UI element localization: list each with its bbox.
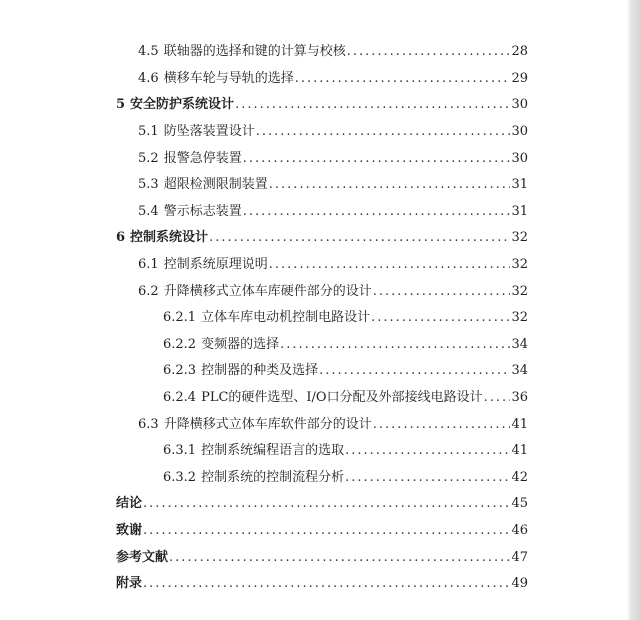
toc-entry-title: 结论 [116,496,143,511]
toc-entry-page: 34 [511,363,528,378]
toc-entry-page: 46 [511,523,528,538]
toc-entry-page: 34 [511,337,528,352]
toc-entry-appendix[interactable] [116,575,528,593]
toc-entry-page: 32 [511,257,528,272]
toc-entry-title: 立体车库电动机控制电路设计 [201,310,371,325]
toc-entry-title: 变频器的选择 [201,337,280,352]
toc-entry-6-3[interactable] [138,416,528,434]
toc-dot-leader [373,416,511,434]
toc-dot-leader [143,522,510,540]
toc-dot-leader [345,469,510,487]
toc-entry-6-1[interactable] [138,256,528,274]
toc-entry-number: 5.2 [138,151,159,166]
toc-entry-page: 47 [511,550,528,565]
toc-dot-leader [256,123,511,141]
toc-entry-6-2-2[interactable] [163,336,528,354]
toc-dot-leader [269,256,511,274]
toc-entry-page: 36 [511,390,528,405]
toc-dot-leader [484,389,511,407]
toc-entry-title: PLC的硬件选型、I/O口分配及外部接线电路设计 [201,390,483,405]
toc-entry-title: 升降横移式立体车库软件部分的设计 [163,417,372,432]
toc-entry-6-2-4[interactable] [163,389,528,407]
toc-entry-number: 6.2.1 [163,310,197,325]
toc-entry-6-3-1[interactable] [163,442,528,460]
toc-entry-5-2[interactable] [138,150,528,168]
toc-entry-number: 4.5 [138,44,159,59]
toc-dot-leader [243,203,511,221]
toc-entry-number: 4.6 [138,71,159,86]
toc-entry-page: 32 [511,230,528,245]
toc-entry-number: 6.3 [138,417,159,432]
toc-entry-page: 32 [511,310,528,325]
toc-entry-title: 控制系统的控制流程分析 [201,470,345,485]
toc-entry-6-2-1[interactable] [163,309,528,327]
toc-entry-5-3[interactable] [138,176,528,194]
toc-entry-6[interactable] [116,229,528,247]
toc-entry-page: 31 [511,177,528,192]
toc-dot-leader [143,575,510,593]
toc-entry-page: 41 [511,443,528,458]
toc-entry-title: 防坠落装置设计 [163,124,255,139]
toc-entry-number: 5 [116,97,126,112]
toc-entry-number: 6 [116,230,126,245]
toc-entry-number: 5.1 [138,124,159,139]
toc-entry-page: 30 [511,124,528,139]
toc-entry-6-3-2[interactable] [163,469,528,487]
toc-entry-title: 附录 [116,576,143,591]
toc-dot-leader [243,150,511,168]
toc-dot-leader [143,495,510,513]
toc-entry-5[interactable] [116,96,528,114]
toc-entry-title: 超限检测限制装置 [163,177,268,192]
toc-dot-leader [345,442,510,460]
toc-entry-title: 联轴器的选择和键的计算与校核 [163,44,346,59]
toc-entry-5-1[interactable] [138,123,528,141]
toc-entry-title: 横移车轮与导轨的选择 [163,71,294,86]
toc-entry-page: 29 [511,71,528,86]
toc-entry-page: 28 [511,44,528,59]
toc-entry-conclusion[interactable] [116,495,528,513]
toc-entry-6-2[interactable] [138,283,528,301]
toc-entry-4-5[interactable] [138,43,528,61]
toc-entry-number: 5.3 [138,177,159,192]
toc-entry-number: 6.3.2 [163,470,197,485]
toc-entry-number: 5.4 [138,204,159,219]
toc-entry-page: 45 [511,496,528,511]
toc-entry-title: 致谢 [116,523,143,538]
toc-entry-title: 报警急停装置 [163,151,242,166]
toc-entry-page: 49 [511,576,528,591]
toc-entry-number: 6.2.3 [163,363,197,378]
toc-dot-leader [235,96,510,114]
toc-entry-acknowledgements[interactable] [116,522,528,540]
toc-entry-4-6[interactable] [138,70,528,88]
toc-entry-title: 控制器的种类及选择 [201,363,319,378]
toc-entry-page: 42 [511,470,528,485]
toc-dot-leader [169,549,510,567]
toc-entry-page: 31 [511,204,528,219]
toc-entry-number: 6.2.4 [163,390,197,405]
toc-entry-references[interactable] [116,549,528,567]
toc-entry-5-4[interactable] [138,203,528,221]
toc-entry-title: 控制系统设计 [130,230,209,245]
toc-entry-6-2-3[interactable] [163,362,528,380]
toc-entry-title: 控制系统原理说明 [163,257,268,272]
toc-entry-number: 6.2 [138,284,159,299]
page-edge-shadow [627,0,641,620]
toc-entry-title: 参考文献 [116,550,169,565]
toc-entry-number: 6.2.2 [163,337,197,352]
toc-dot-leader [269,176,511,194]
toc-entry-title: 升降横移式立体车库硬件部分的设计 [163,284,372,299]
toc-dot-leader [319,362,510,380]
toc-entry-number: 6.3.1 [163,443,197,458]
toc-entry-page: 41 [511,417,528,432]
toc-entry-title: 安全防护系统设计 [130,97,235,112]
toc-entry-page: 32 [511,284,528,299]
toc-entry-number: 6.1 [138,257,159,272]
toc-dot-leader [295,70,511,88]
toc-entry-title: 控制系统编程语言的选取 [201,443,345,458]
toc-dot-leader [371,309,510,327]
toc-dot-leader [347,43,511,61]
toc-entry-page: 30 [511,151,528,166]
toc-dot-leader [280,336,510,354]
toc-entry-page: 30 [511,97,528,112]
toc-dot-leader [209,229,510,247]
toc-entry-title: 警示标志装置 [163,204,242,219]
toc-dot-leader [373,283,511,301]
